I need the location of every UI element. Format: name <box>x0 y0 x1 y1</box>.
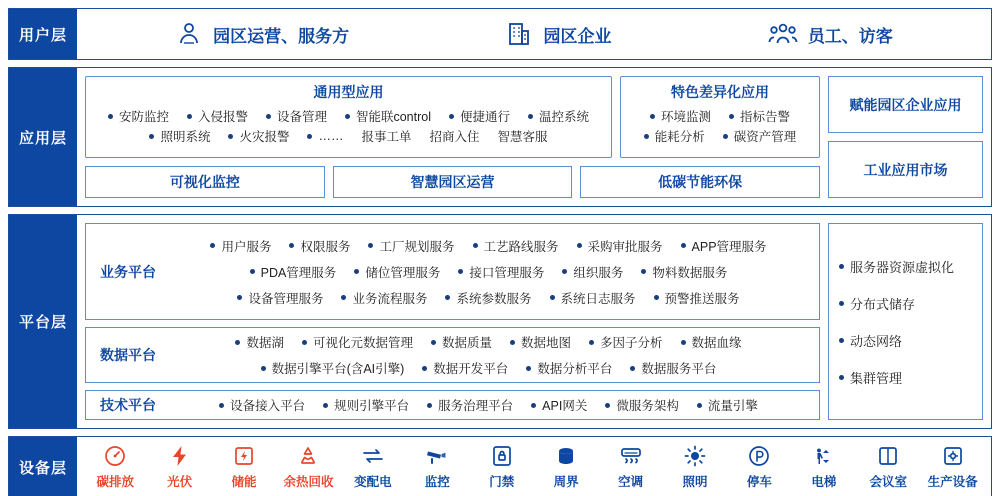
application-layer-body <box>77 68 991 206</box>
business-platform-items <box>164 236 813 308</box>
recycle-icon <box>296 444 320 468</box>
platform-chip[interactable]: 预警推送服务 <box>645 288 749 308</box>
user-item-label: 园区企业 <box>543 26 612 46</box>
platform-chip[interactable]: 工厂规划服务 <box>359 236 463 256</box>
general-app-title: 通用型应用 <box>313 84 384 100</box>
user-item-label: 员工、访客 <box>807 26 893 46</box>
device-item-label: 照明 <box>682 475 708 489</box>
device-item-hvac[interactable] <box>605 444 657 490</box>
general-app-line-2 <box>94 126 603 146</box>
device-item-carbon[interactable] <box>89 444 141 490</box>
device-item-label: 储能 <box>231 475 257 489</box>
device-item-label: 生产设备 <box>927 475 978 489</box>
tech-line-1 <box>164 395 813 415</box>
device-layer-label: 设备层 <box>9 437 77 496</box>
device-item-label: 变配电 <box>354 475 392 489</box>
platform-chip[interactable]: 设备接入平台 <box>210 395 314 415</box>
application-panels <box>85 76 820 158</box>
app-chip[interactable]: 指标告警 <box>720 106 799 126</box>
special-app-line-2 <box>629 126 811 146</box>
infrastructure-chip[interactable]: 分布式储存 <box>839 294 972 313</box>
user-layer-label: 用户层 <box>9 9 77 59</box>
device-item-waste-heat[interactable] <box>282 444 334 490</box>
platform-chip[interactable]: 系统日志服务 <box>541 288 645 308</box>
platform-chip[interactable]: 微服务架构 <box>596 395 688 415</box>
operator-icon <box>175 20 203 48</box>
transformer-icon <box>361 444 385 468</box>
infrastructure-chip[interactable]: 服务器资源虚拟化 <box>839 257 972 276</box>
application-right-column <box>828 76 983 198</box>
platform-chip[interactable]: 数据分析平台 <box>517 358 621 378</box>
app-bar-visual-monitoring[interactable]: 可视化监控 <box>85 166 325 198</box>
platform-chip[interactable]: 服务治理平台 <box>418 395 522 415</box>
special-app-panel <box>620 76 820 158</box>
platform-chip[interactable]: 权限服务 <box>280 236 359 256</box>
device-item-pv[interactable] <box>154 444 206 490</box>
device-item-label: 停车 <box>746 475 772 489</box>
user-item-label: 园区运营、服务方 <box>213 26 350 46</box>
app-bar-smart-park-operation[interactable]: 智慧园区运营 <box>333 166 573 198</box>
device-item-label: 周界 <box>553 475 579 489</box>
platform-left-column <box>85 223 820 420</box>
device-item-label: 监控 <box>424 475 450 489</box>
device-item-access-control[interactable] <box>476 444 528 490</box>
light-icon <box>683 444 707 468</box>
device-item-parking[interactable] <box>733 444 785 490</box>
general-app-line-1 <box>94 106 603 126</box>
user-item-staff[interactable] <box>768 20 893 48</box>
elevator-icon <box>812 444 836 468</box>
platform-chip[interactable]: 储位管理服务 <box>345 262 449 282</box>
infrastructure-chip[interactable]: 动态网络 <box>839 331 972 350</box>
device-layer-body <box>77 437 991 496</box>
production-icon <box>941 444 965 468</box>
business-line-2 <box>164 262 813 282</box>
user-item-enterprise[interactable] <box>505 20 611 48</box>
device-layer-row <box>8 436 992 496</box>
app-chip[interactable]: 便捷通行 <box>440 106 519 126</box>
device-item-label: 门禁 <box>489 475 515 489</box>
application-layer-label: 应用层 <box>9 68 77 206</box>
device-item-label: 会议室 <box>869 475 908 489</box>
platform-chip[interactable]: 用户服务 <box>201 236 280 256</box>
platform-layer-body <box>77 215 991 428</box>
device-item-production[interactable] <box>927 444 979 490</box>
platform-chip[interactable]: 物料数据服务 <box>632 262 736 282</box>
people-icon <box>768 20 798 48</box>
app-chip[interactable]: 设备管理 <box>257 106 336 126</box>
platform-layer-label: 平台层 <box>9 215 77 428</box>
gauge-icon <box>103 444 127 468</box>
device-item-perimeter[interactable] <box>540 444 592 490</box>
platform-chip[interactable]: PDA管理服务 <box>241 262 346 282</box>
platform-chip[interactable]: 系统参数服务 <box>436 288 540 308</box>
application-bars <box>85 166 820 198</box>
device-item-meeting-room[interactable] <box>862 444 914 490</box>
camera-icon <box>425 444 449 468</box>
app-chip[interactable]: 温控系统 <box>519 106 598 126</box>
app-chip[interactable]: 碳资产管理 <box>714 126 806 146</box>
device-item-storage[interactable] <box>218 444 270 490</box>
platform-chip[interactable]: 采购审批服务 <box>568 236 672 256</box>
building-icon <box>505 20 533 48</box>
platform-chip[interactable]: 接口管理服务 <box>449 262 553 282</box>
app-chip[interactable]: 招商入住 <box>429 130 480 144</box>
platform-chip[interactable]: 组织服务 <box>553 262 632 282</box>
lock-icon <box>490 444 514 468</box>
air-conditioner-icon <box>619 444 643 468</box>
perimeter-icon <box>554 444 578 468</box>
platform-chip[interactable]: 数据湖 <box>226 332 293 352</box>
device-item-label: 空调 <box>618 475 644 489</box>
platform-chip[interactable]: 工艺路线服务 <box>464 236 568 256</box>
device-item-transformer[interactable] <box>347 444 399 490</box>
tech-platform-block <box>85 390 820 420</box>
platform-chip[interactable]: 规则引擎平台 <box>314 395 418 415</box>
tech-platform-items <box>164 395 813 415</box>
parking-icon <box>747 444 771 468</box>
platform-layer-row <box>8 214 992 429</box>
bolt-icon <box>168 444 192 468</box>
platform-chip[interactable]: 数据服务平台 <box>621 358 725 378</box>
platform-chip[interactable]: 设备管理服务 <box>228 288 332 308</box>
infrastructure-chip[interactable]: 集群管理 <box>839 368 972 387</box>
infrastructure-panel <box>828 223 983 420</box>
device-item-label: 电梯 <box>811 475 837 489</box>
app-chip[interactable]: 智能联control <box>336 106 440 126</box>
special-app-line-1 <box>629 106 811 126</box>
device-item-label: 碳排放 <box>96 475 134 489</box>
tech-platform-name: 技术平台 <box>100 397 156 413</box>
meeting-room-icon <box>876 444 900 468</box>
user-layer-row <box>8 8 992 60</box>
data-line-2 <box>164 358 813 378</box>
data-line-1 <box>164 332 813 352</box>
app-chip[interactable]: 照明系统 <box>140 126 219 146</box>
application-left-column <box>85 76 820 198</box>
platform-chip[interactable]: 多因子分析 <box>580 332 672 352</box>
app-box-industrial-market[interactable]: 工业应用市场 <box>828 141 983 198</box>
user-layer-body <box>77 9 991 59</box>
app-chip[interactable]: 入侵报警 <box>178 106 257 126</box>
data-platform-name: 数据平台 <box>100 347 156 363</box>
user-item-operator[interactable] <box>175 20 349 48</box>
application-layer-row <box>8 67 992 207</box>
platform-chip[interactable]: 数据开发平台 <box>413 358 517 378</box>
platform-chip[interactable]: 数据地图 <box>501 332 580 352</box>
device-item-lighting[interactable] <box>669 444 721 490</box>
platform-chip[interactable]: 业务流程服务 <box>332 288 436 308</box>
app-chip[interactable]: 火灾报警 <box>219 126 298 146</box>
platform-chip[interactable]: 数据血缘 <box>672 332 751 352</box>
platform-chip[interactable]: API网关 <box>522 395 596 415</box>
business-platform-block <box>85 223 820 320</box>
platform-chip[interactable]: 流量引擎 <box>688 395 767 415</box>
app-chip[interactable]: 环境监测 <box>641 106 720 126</box>
platform-chip[interactable]: APP管理服务 <box>672 236 776 256</box>
app-chip[interactable]: 安防监控 <box>99 106 178 126</box>
platform-chip[interactable]: 可视化元数据管理 <box>293 332 422 352</box>
device-item-elevator[interactable] <box>798 444 850 490</box>
app-box-enable-enterprise[interactable]: 赋能园区企业应用 <box>828 76 983 133</box>
app-chip[interactable]: 能耗分析 <box>635 126 714 146</box>
app-chip[interactable]: 报事工单 <box>361 130 412 144</box>
data-platform-block <box>85 327 820 383</box>
special-app-title: 特色差异化应用 <box>671 84 769 100</box>
device-item-camera[interactable] <box>411 444 463 490</box>
business-line-3 <box>164 288 813 308</box>
platform-chip[interactable]: 数据质量 <box>422 332 501 352</box>
data-platform-items <box>164 332 813 378</box>
platform-chip[interactable]: 数据引擎平台(含AI引擎) <box>252 358 414 378</box>
business-line-1 <box>164 236 813 256</box>
business-platform-name: 业务平台 <box>100 263 156 280</box>
app-chip[interactable]: 智慧客服 <box>497 130 548 144</box>
battery-icon <box>232 444 256 468</box>
general-app-panel <box>85 76 612 158</box>
device-item-label: 光伏 <box>167 475 193 489</box>
app-chip[interactable]: …… <box>298 126 352 146</box>
device-item-label: 余热回收 <box>283 475 334 489</box>
app-bar-low-carbon[interactable]: 低碳节能环保 <box>580 166 820 198</box>
